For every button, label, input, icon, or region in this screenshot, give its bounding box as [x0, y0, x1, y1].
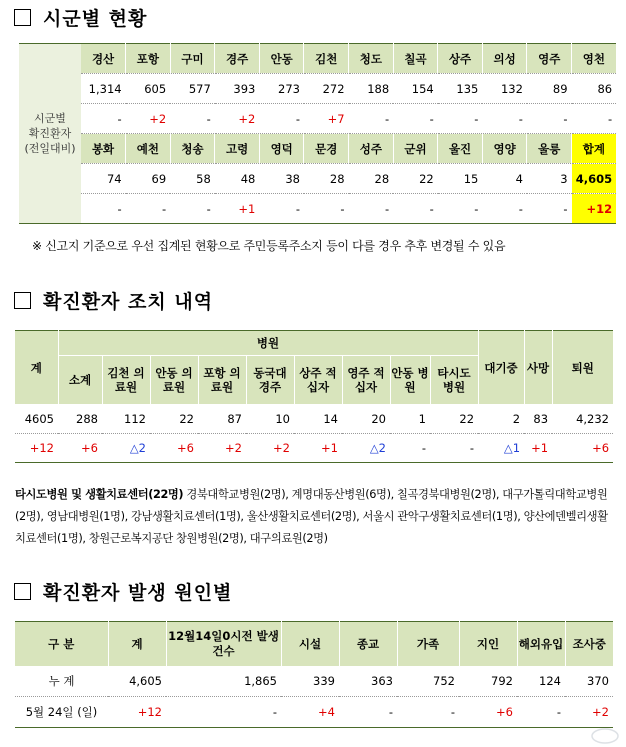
header-waiting: 대기중 — [478, 331, 524, 405]
city-change: - — [162, 201, 167, 216]
count-cell: 4,605 — [108, 666, 166, 697]
change-cell: - — [450, 705, 455, 719]
count-cell: 124 — [517, 666, 565, 697]
change-cell: +1 — [531, 441, 549, 455]
city-count: 69 — [126, 164, 171, 194]
watermark-icon — [590, 727, 620, 745]
change-cell: +12 — [29, 441, 54, 455]
header-hospital-name: 김천 의료원 — [102, 356, 150, 405]
city-name: 문경 — [304, 134, 349, 164]
header-hospital-name: 상주 적십자 — [294, 356, 342, 405]
count-cell: 22 — [430, 405, 478, 434]
city-change: - — [170, 104, 215, 134]
city-count: 74 — [81, 164, 126, 194]
city-count: 48 — [215, 164, 260, 194]
change-cell: △2 — [129, 441, 146, 455]
city-change: - — [518, 201, 523, 216]
city-count: 86 — [572, 74, 617, 104]
city-count: 135 — [438, 74, 483, 104]
city-change: +1 — [238, 201, 256, 216]
table-row — [19, 134, 616, 164]
count-cell: 792 — [459, 666, 517, 697]
city-change: - — [340, 201, 345, 216]
change-cell: △2 — [369, 441, 386, 455]
header-subtotal: 소계 — [58, 356, 102, 405]
other-hospitals-note — [15, 484, 615, 550]
city-change: - — [572, 104, 617, 134]
city-change: - — [527, 104, 572, 134]
count-cell: 22 — [150, 405, 198, 434]
city-change: - — [429, 201, 434, 216]
patient-measures-table — [15, 330, 613, 463]
city-count: 4 — [482, 164, 527, 194]
city-name: 군위 — [393, 134, 438, 164]
header-hospital: 병원 — [58, 331, 478, 356]
city-name: 의성 — [482, 44, 527, 74]
city-count: 273 — [259, 74, 304, 104]
row-label: 누 계 — [15, 666, 108, 697]
city-name: 영덕 — [259, 134, 304, 164]
header-hospital-name: 동국대 경주 — [246, 356, 294, 405]
checkbox-square-icon — [14, 583, 31, 600]
city-count: 132 — [482, 74, 527, 104]
city-name: 청송 — [170, 134, 215, 164]
table-row — [15, 622, 613, 667]
city-name: 고령 — [215, 134, 260, 164]
city-name: 구미 — [170, 44, 215, 74]
city-change: - — [259, 104, 304, 134]
total-label: 합계 — [572, 134, 617, 164]
change-cell: +1 — [321, 441, 338, 455]
header-before-date: 12월14일0시전 발생건수 — [166, 622, 281, 667]
change-cell: - — [469, 441, 475, 455]
change-cell: - — [421, 441, 426, 455]
header-acquaintance: 지인 — [459, 622, 517, 667]
total-change: +12 — [572, 194, 617, 224]
city-change: +2 — [126, 104, 171, 134]
city-change: - — [295, 201, 300, 216]
count-cell: 4,232 — [552, 405, 613, 434]
count-cell: 1 — [390, 405, 430, 434]
header-religion: 종교 — [339, 622, 397, 667]
city-count: 28 — [304, 164, 349, 194]
city-name: 영양 — [482, 134, 527, 164]
cause-table — [15, 621, 613, 728]
table-row — [19, 74, 616, 104]
header-discharged: 퇴원 — [552, 331, 613, 405]
count-cell: 83 — [524, 405, 552, 434]
table-row — [15, 405, 613, 434]
table-row — [19, 104, 616, 134]
header-overseas: 해외유입 — [517, 622, 565, 667]
city-name: 울진 — [438, 134, 483, 164]
city-change: - — [349, 104, 394, 134]
header-investigating: 조사중 — [565, 622, 613, 667]
change-cell: - — [388, 705, 393, 719]
other-hospitals-title: 타시도병원 및 생활치료센터(22명) — [15, 488, 184, 501]
city-count: 22 — [393, 164, 438, 194]
count-cell: 370 — [565, 666, 613, 697]
count-cell: 87 — [198, 405, 246, 434]
city-name: 영천 — [572, 44, 617, 74]
header-hospital-name: 영주 적십자 — [342, 356, 390, 405]
count-cell: 363 — [339, 666, 397, 697]
city-count: 3 — [527, 164, 572, 194]
side-label: 시군별 확진환자 (전일대비) — [19, 44, 81, 224]
city-change: - — [393, 104, 438, 134]
city-name: 봉화 — [81, 134, 126, 164]
change-cell: +2 — [592, 705, 609, 719]
header-hospital-name: 포항 의료원 — [198, 356, 246, 405]
section-title-city-status: 시군별 현황 — [14, 4, 147, 31]
count-cell: 1,865 — [166, 666, 281, 697]
header-hospital-name: 안동 의료원 — [150, 356, 198, 405]
city-name: 칠곡 — [393, 44, 438, 74]
change-cell: +6 — [496, 705, 513, 719]
header-hospital-name: 안동 병원 — [390, 356, 430, 405]
count-cell: 752 — [397, 666, 459, 697]
city-count: 605 — [126, 74, 171, 104]
checkbox-square-icon — [14, 292, 31, 309]
header-total: 계 — [108, 622, 166, 667]
count-cell: 14 — [294, 405, 342, 434]
change-cell: +6 — [81, 441, 98, 455]
city-count: 89 — [527, 74, 572, 104]
change-cell: +6 — [177, 441, 194, 455]
city-change: - — [438, 104, 483, 134]
header-death: 사망 — [524, 331, 552, 405]
header-family: 가족 — [397, 622, 459, 667]
total-count: 4,605 — [572, 164, 617, 194]
count-cell: 20 — [342, 405, 390, 434]
header-total: 계 — [15, 331, 58, 405]
city-change: - — [563, 201, 568, 216]
city-name: 김천 — [304, 44, 349, 74]
city-change: - — [206, 201, 211, 216]
city-count: 38 — [259, 164, 304, 194]
table-row — [15, 666, 613, 697]
city-name: 경산 — [81, 44, 126, 74]
section-title-measures: 확진환자 조치 내역 — [14, 287, 213, 314]
city-change: - — [474, 201, 479, 216]
city-name: 영주 — [527, 44, 572, 74]
count-cell: 2 — [478, 405, 524, 434]
section-title-causes: 확진환자 발생 원인별 — [14, 578, 232, 605]
change-cell: +6 — [592, 441, 610, 455]
city-name: 경주 — [215, 44, 260, 74]
city-count: 272 — [304, 74, 349, 104]
city-change: - — [385, 201, 390, 216]
table-row — [15, 434, 613, 463]
city-count: 577 — [170, 74, 215, 104]
change-cell: +12 — [137, 705, 162, 719]
city-count: 393 — [215, 74, 260, 104]
city-count: 28 — [349, 164, 394, 194]
city-count: 188 — [349, 74, 394, 104]
change-cell: - — [272, 705, 277, 719]
city-change: - — [482, 104, 527, 134]
table-row — [19, 194, 616, 224]
checkbox-square-icon — [14, 9, 31, 26]
city-name: 울릉 — [527, 134, 572, 164]
table-row — [19, 164, 616, 194]
city-name: 예천 — [126, 134, 171, 164]
city-count: 58 — [170, 164, 215, 194]
city-change: - — [81, 104, 126, 134]
city-count: 154 — [393, 74, 438, 104]
header-category: 구 분 — [15, 622, 108, 667]
city-name: 청도 — [349, 44, 394, 74]
count-cell: 10 — [246, 405, 294, 434]
change-cell: +4 — [318, 705, 335, 719]
change-cell: - — [556, 705, 561, 719]
count-cell: 339 — [281, 666, 339, 697]
city-name: 안동 — [259, 44, 304, 74]
city-change: +2 — [215, 104, 260, 134]
count-cell: 4605 — [15, 405, 58, 434]
city-count: 15 — [438, 164, 483, 194]
count-cell: 288 — [58, 405, 102, 434]
header-hospital-name: 타시도 병원 — [430, 356, 478, 405]
table-row — [19, 44, 616, 74]
footnote: ※ 신고지 기준으로 우선 집계된 현황으로 주민등록주소지 등이 다를 경우 추후 변경될 수 있음 — [32, 239, 506, 253]
change-cell: △1 — [503, 441, 521, 455]
city-name: 성주 — [349, 134, 394, 164]
change-cell: +2 — [225, 441, 242, 455]
count-cell: 112 — [102, 405, 150, 434]
city-name: 포항 — [126, 44, 171, 74]
header-facility: 시설 — [281, 622, 339, 667]
city-count: 1,314 — [81, 74, 126, 104]
city-name: 상주 — [438, 44, 483, 74]
city-change: +7 — [304, 104, 349, 134]
table-row — [15, 331, 613, 356]
other-hospitals-list: 경북대학교병원(2명), 계명대동산병원(6명), 칠곡경북대병원(2명), 대구가톨릭대학교병원(2명), 영남대병원(1명), 강남생활치료센터(1명), 울산생활치료센터(2명), 서울시 관악구생활치료센터(1명), 양산에덴벨리생활치료센터(1명), 창원근로복지공단 창원병원(2명), 대구의료원(2명) — [15, 488, 608, 545]
change-cell: +2 — [273, 441, 290, 455]
row-label: 5월 24일 (일) — [25, 705, 98, 719]
city-status-table — [19, 43, 617, 224]
city-change: - — [117, 201, 122, 216]
table-row — [15, 697, 613, 728]
